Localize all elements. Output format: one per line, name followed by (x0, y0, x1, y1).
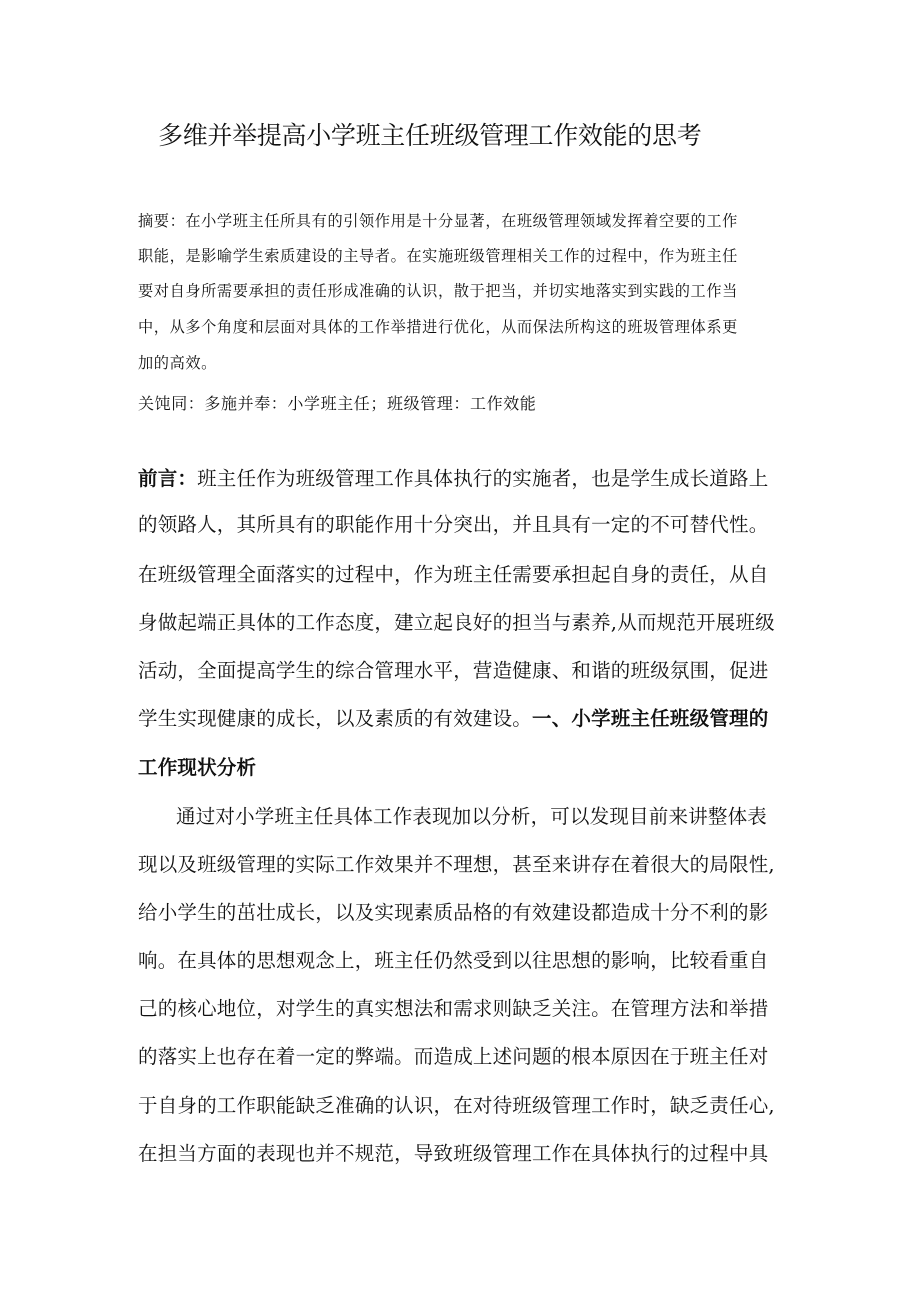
preface-line-1 (138, 465, 768, 493)
section-heading-part1: 一、小学班主任班级管理的 (532, 707, 769, 730)
body-line-5: 己的核心地位，对学生的真实想法和需求则缺乏关注。在管理方法和举措 (138, 997, 769, 1020)
preface-line-1-text: 班主任作为班级管理工作具体执行的实施者，也是学生成长道路上 (197, 467, 769, 490)
preface-line-4: 身做起端正具体的工作态度，建立起良好的担当与素养,从而规范开展班级 (138, 611, 775, 634)
body-line-6: 的落实上也存在着一定的弊端。而造成上述问题的根本原因在于班主任对 (138, 1045, 769, 1068)
body-line-2: 现以及班级管理的实际工作效果并不理想，甚至来讲存在着很大的局限性, (138, 853, 775, 876)
body-line-3: 给小学生的茁壮成长，以及实现素质品格的有效建设都造成十分不利的影 (138, 901, 769, 924)
preface-line-6 (138, 705, 768, 733)
abstract-line-2: 职能，是影喻学生索质建设的主导者。在实施班级管理相关工作的过程中，作为班主任 (138, 247, 738, 265)
body-line-1: 通过对小学班主任具体工作表现加以分析，可以发现目前来讲整体表 (176, 805, 768, 828)
keywords-line: 关饨同：多施并奉：小学班主任；班级管理：工作效能 (138, 394, 537, 413)
body-line-4: 响。在具体的思想观念上，班主任仍然受到以往思想的影响，比较看重自 (138, 949, 769, 972)
abstract-line-3: 要对自身所需要承担的责任形成准确的认识，散于把当，并切实地落实到实践的工作当 (138, 282, 738, 300)
abstract-line-4: 中，从多个角度和层面对具体的工作举措进行优化，从而保法所构这的班圾管理体系更 (138, 318, 738, 336)
section-heading-part2: 工作现状分析 (138, 756, 257, 779)
body-line-7: 于自身的工作职能缺乏准确的认识，在对待班级管理工作时，缺乏责任心, (138, 1094, 775, 1117)
preface-label: 前言： (138, 467, 198, 490)
preface-line-3: 在班级管理全面落实的过程中，作为班主任需要承担起自身的责任，从自 (138, 563, 769, 586)
abstract-line-5: 加的高效。 (138, 354, 217, 372)
preface-line-5: 活动，全面提高学生的综合管理水平，营造健康、和谐的班级氛围，促进 (138, 659, 769, 682)
preface-line-6-text: 学生实现健康的成长，以及素质的有效建设。 (138, 707, 533, 730)
preface-line-2: 的领路人，其所具有的职能作用十分突出，并且具有一定的不可替代性。 (138, 513, 769, 536)
abstract-line-1: 摘要：在小学班主任所具有的引领作用是十分显著，在班级管理领域发挥着空要的工作 (138, 212, 738, 230)
document-title: 多维并举提高小学班主任班级管理工作效能的思考 (158, 121, 702, 150)
body-line-8: 在担当方面的表现也并不规范，导致班级管理工作在具体执行的过程中具 (138, 1142, 769, 1165)
